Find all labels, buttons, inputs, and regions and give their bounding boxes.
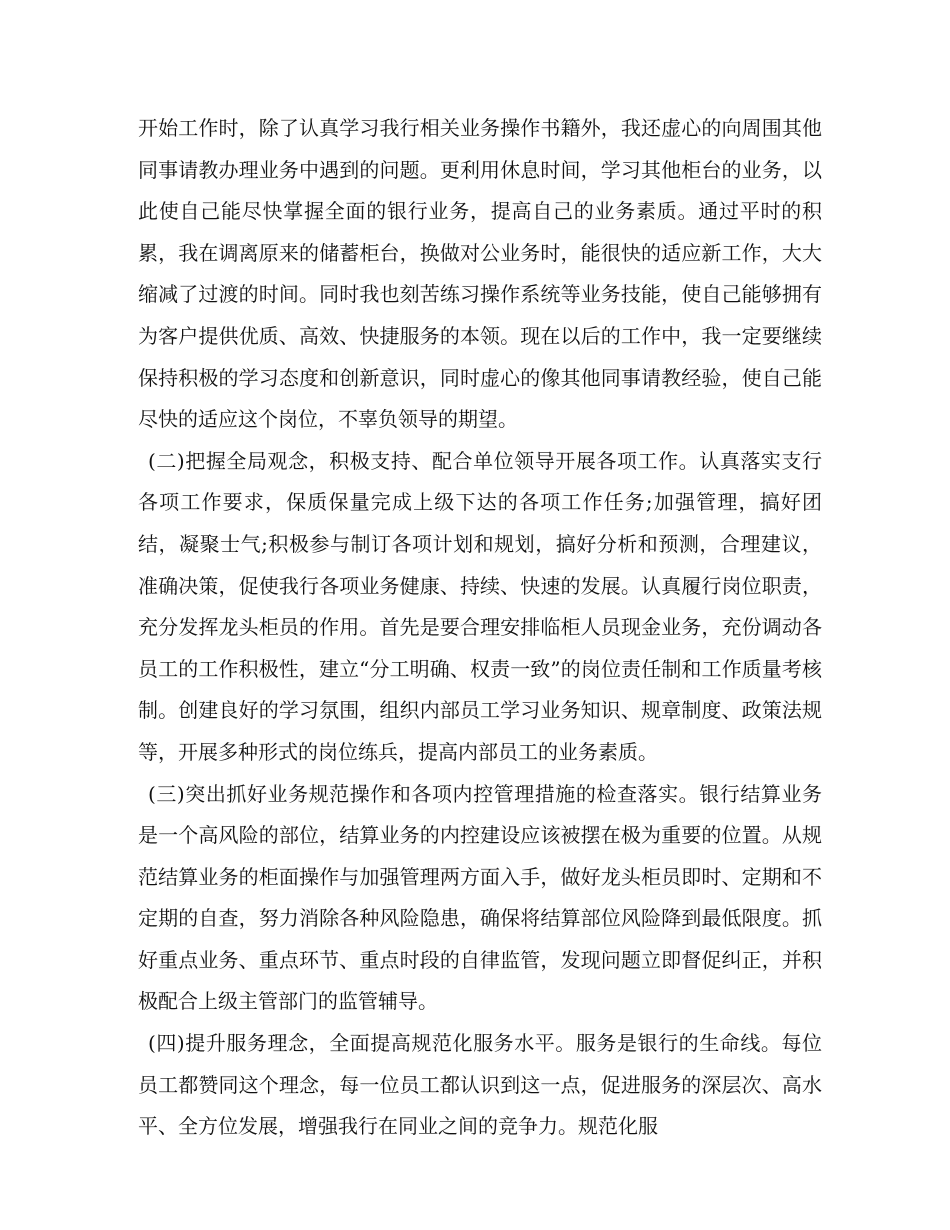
document-body xyxy=(138,108,822,1148)
paragraph-section-4: (四)提升服务理念，全面提高规范化服务水平。服务是银行的生命线。每位员工都赞同这个理念，每一位员工都认识到这一点，促进服务的深层次、高水平、全方位发展，增强我行在同业之间的竞争力。规范化服 xyxy=(138,1031,822,1139)
paragraph-intro: 开始工作时，除了认真学习我行相关业务操作书籍外，我还虚心的向周围其他同事请教办理业务中遇到的问题。更利用休息时间，学习其他柜台的业务，以此使自己能尽快掌握全面的银行业务，提高自己的业务素质。通过平时的积累，我在调离原来的储蓄柜台，换做对公业务时，能很快的适应新工作，大大缩减了过渡的时间。同时我也刻苦练习操作系统等业务技能，使自己能够拥有为客户提供优质、高效、快捷服务的本领。现在以后的工作中，我一定要继续保持积极的学习态度和创新意识，同时虚心的像其他同事请教经验，使自己能尽快的适应这个岗位，不辜负领导的期望。 xyxy=(138,116,822,432)
paragraph-section-3: (三)突出抓好业务规范操作和各项内控管理措施的检查落实。银行结算业务是一个高风险的部位，结算业务的内控建设应该被摆在极为重要的位置。从规范结算业务的柜面操作与加强管理两方面入手，做好龙头柜员即时、定期和不定期的自查，努力消除各种风险隐患，确保将结算部位风险降到最低限度。抓好重点业务、重点环节、重点时段的自律监管，发现问题立即督促纠正，并积极配合上级主管部门的监管辅导。 xyxy=(138,781,822,1014)
paragraph-section-2: (二)把握全局观念，积极支持、配合单位领导开展各项工作。认真落实支行各项工作要求，保质保量完成上级下达的各项工作任务;加强管理，搞好团结，凝聚士气;积极参与制订各项计划和规划，搞好分析和预测，合理建议，准确决策，促使我行各项业务健康、持续、快速的发展。认真履行岗位职责，充分发挥龙头柜员的作用。首先是要合理安排临柜人员现金业务，充份调动各员工的工作积极性，建立“分工明确、权责一致”的岗位责任制和工作质量考核制。创建良好的学习氛围，组织内部员工学习业务知识、规章制度、政策法规等，开展多种形式的岗位练兵，提高内部员工的业务素质。 xyxy=(138,448,822,764)
